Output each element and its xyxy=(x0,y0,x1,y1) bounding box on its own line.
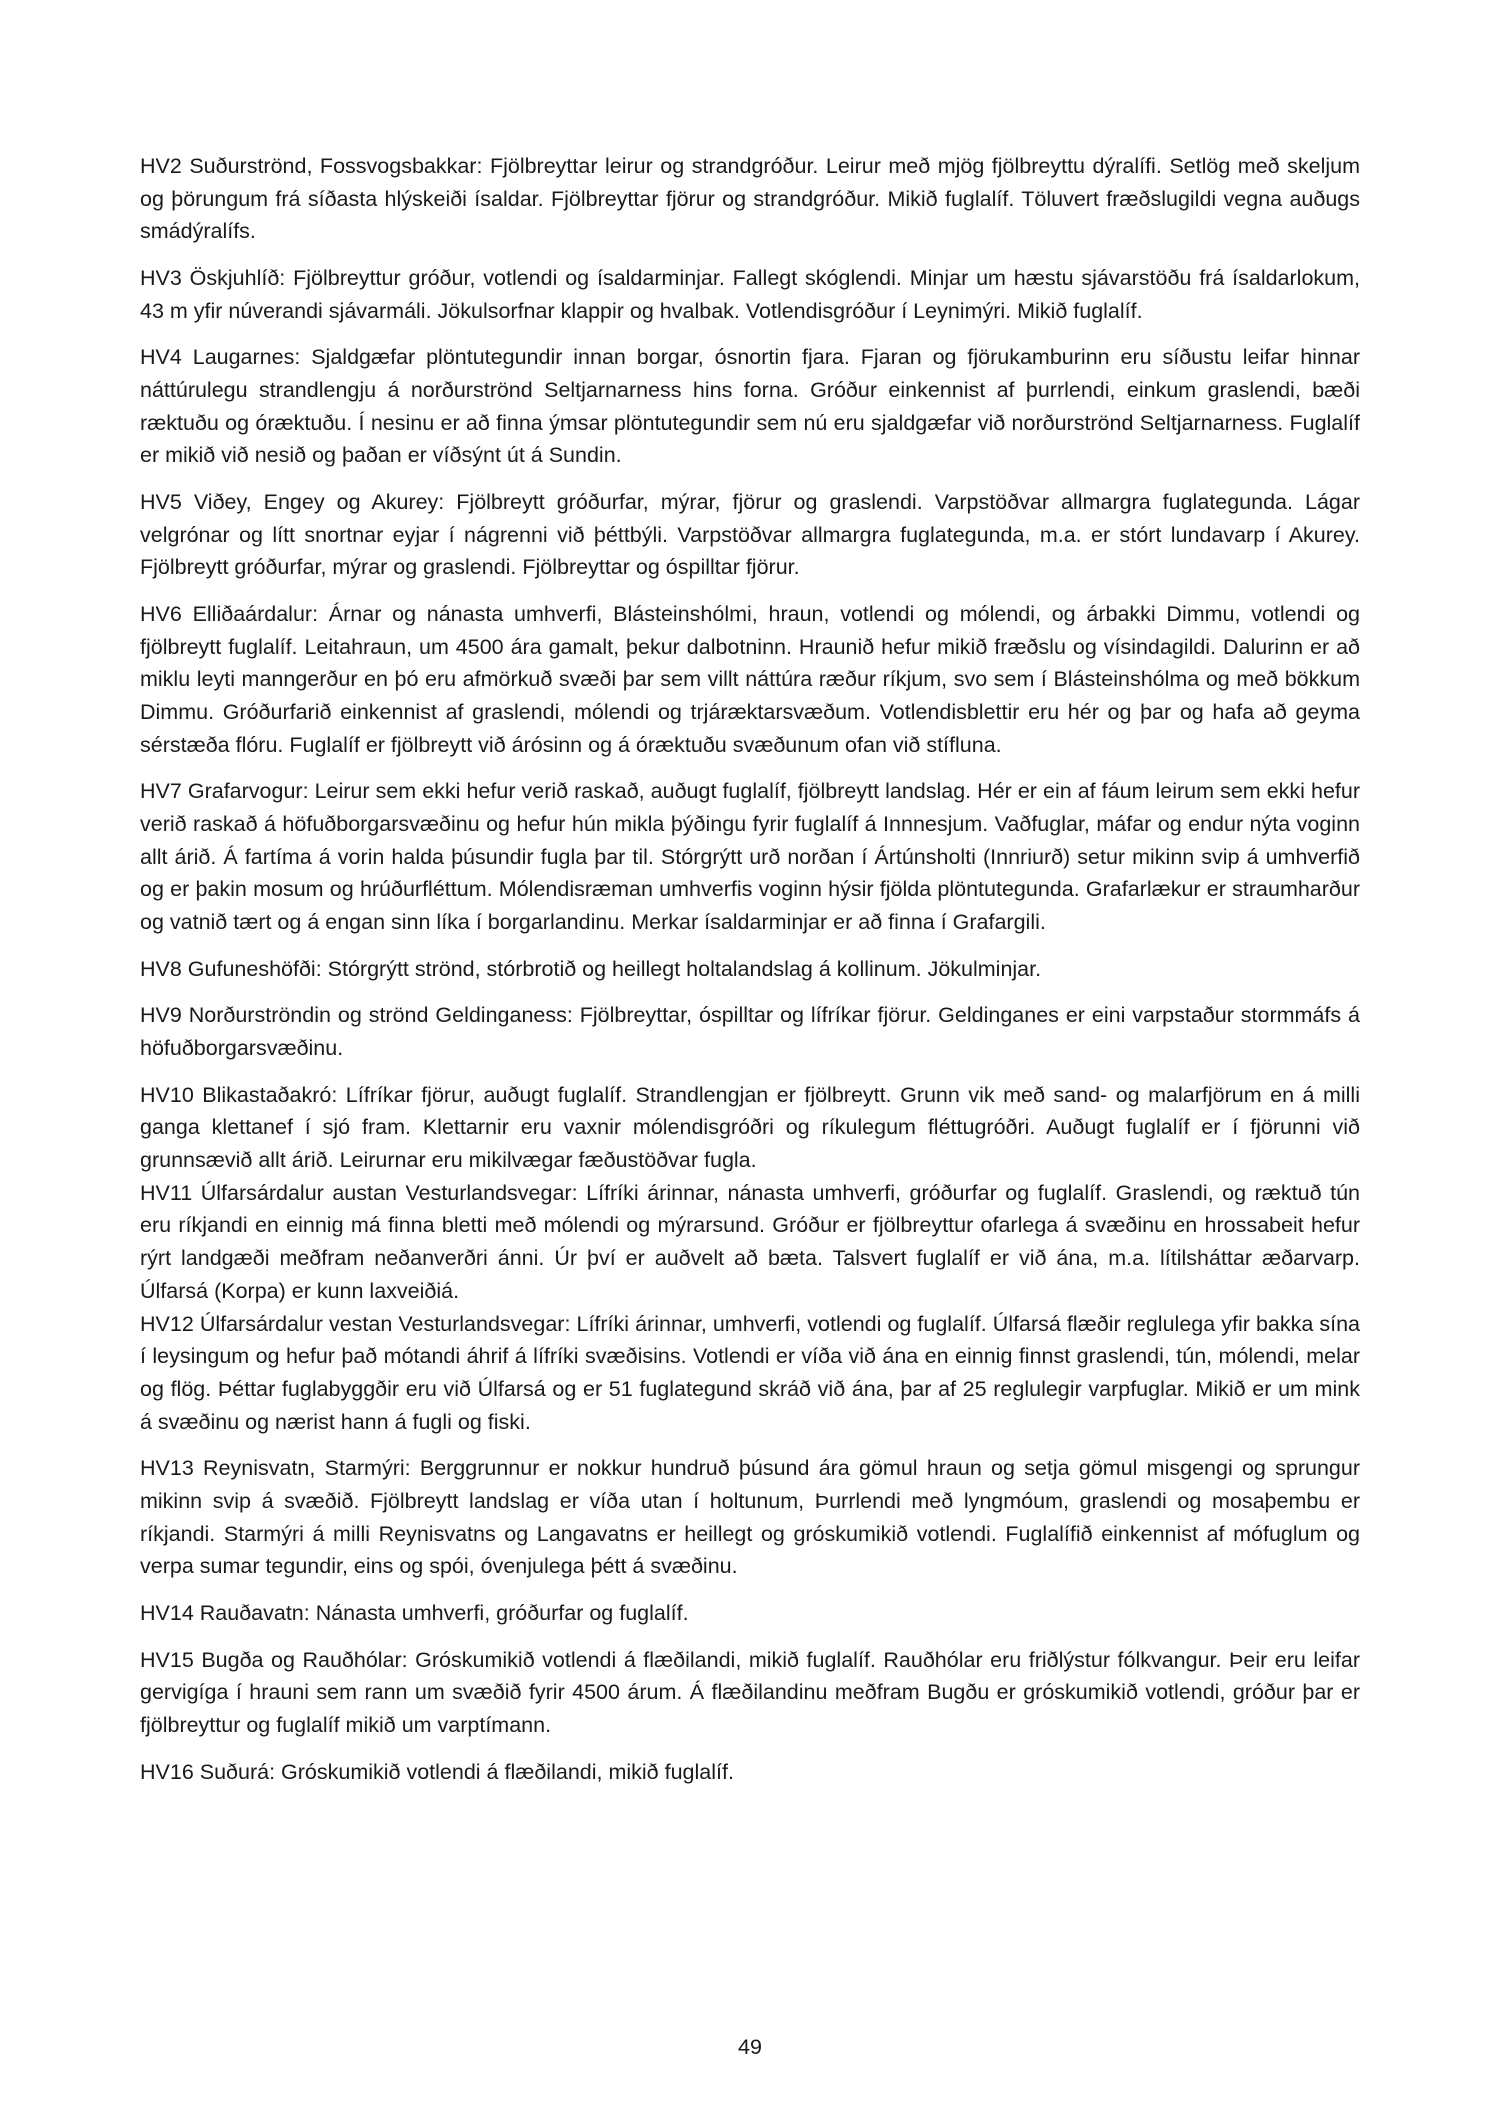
paragraph-hv5: HV5 Viðey, Engey og Akurey: Fjölbreytt gróðurfar, mýrar, fjörur og graslendi. Varpstöðvar allmargra fuglategunda. Lágar velgrónar og lítt snortnar eyjar í nágrenni við þéttbýli. Varpstöðvar allmargra fuglategunda, m.a. er stórt lundavarp í Akurey. Fjölbreytt gróðurfar, mýrar og graslendi. Fjölbreyttar og óspilltar fjörur. xyxy=(140,490,1360,580)
document-body xyxy=(140,150,1360,1788)
paragraph-hv8: HV8 Gufuneshöfði: Stórgrýtt strönd, stórbrotið og heillegt holtalandslag á kollinum. Jökulminjar. xyxy=(140,956,1042,981)
paragraph-hv4: HV4 Laugarnes: Sjaldgæfar plöntutegundir innan borgar, ósnortin fjara. Fjaran og fjörukamburinn eru síðustu leifar hinnar náttúrulegu strandlengju á norðurströnd Seltjarnarness hins forna. Gróður einkennist af þurrlendi, einkum graslendi, bæði ræktuðu og óræktuðu. Í nesinu er að finna ýmsar plöntutegundir sem nú eru sjaldgæfar við norðurströnd Seltjarnarness. Fuglalíf er mikið við nesið og þaðan er víðsýnt út á Sundin. xyxy=(140,345,1360,468)
paragraph-hv7: HV7 Grafarvogur: Leirur sem ekki hefur verið raskað, auðugt fuglalíf, fjölbreytt landslag. Hér er ein af fáum leirum sem ekki hefur verið raskað á höfuðborgarsvæðinu og hefur hún mikla þýðingu fyrir fuglalíf á Innnesjum. Vaðfuglar, máfar og endur nýta voginn allt árið. Á fartíma á vorin halda þúsundir fugla þar til. Stórgrýtt urð norðan í Ártúnsholti (Innriurð) setur mikinn svip á umhverfið og er þakin mosum og hrúðurfléttum. Mólendisræman umhverfis voginn hýsir fjölda plöntutegunda. Grafarlækur er straumharður og vatnið tært og á engan sinn líka í borgarlandinu. Merkar ísaldarminjar er að finna í Grafargili. xyxy=(140,779,1360,935)
paragraph-hv15: HV15 Bugða og Rauðhólar: Gróskumikið votlendi á flæðilandi, mikið fuglalíf. Rauðhólar eru friðlýstur fólkvangur. Þeir eru leifar gervigíga í hrauni sem rann um svæðið fyrir 4500 árum. Á flæðilandinu meðfram Bugðu er gróskumikið votlendi, gróður þar er fjölbreyttur og fuglalíf mikið um varptímann. xyxy=(140,1647,1360,1737)
paragraph-hv6: HV6 Elliðaárdalur: Árnar og nánasta umhverfi, Blásteinshólmi, hraun, votlendi og mólendi, og árbakki Dimmu, votlendi og fjölbreytt fuglalíf. Leitahraun, um 4500 ára gamalt, þekur dalbotninn. Hraunið hefur mikið fræðslu og vísindagildi. Dalurinn er að miklu leyti manngerður en þó eru afmörkuð svæði þar sem villt náttúra ræður ríkjum, svo sem í Blásteinshólma og með bökkum Dimmu. Gróðurfarið einkennist af graslendi, mólendi og trjáræktarsvæðum. Votlendisblettir eru hér og þar og hafa að geyma sérstæða flóru. Fuglalíf er fjölbreytt við árósinn og á óræktuðu svæðunum ofan við stífluna. xyxy=(140,602,1360,757)
paragraph-hv2: HV2 Suðurströnd, Fossvogsbakkar: Fjölbreyttar leirur og strandgróður. Leirur með mjög fjölbreyttu dýralífi. Setlög með skeljum og þörungum frá síðasta hlýskeiði ísaldar. Fjölbreyttar fjörur og strandgróður. Mikið fuglalíf. Töluvert fræðslugildi vegna auðugs smádýralífs. xyxy=(140,154,1360,244)
paragraph-hv12: HV12 Úlfarsárdalur vestan Vesturlandsvegar: Lífríki árinnar, umhverfi, votlendi og fuglalíf. Úlfarsá flæðir reglulega yfir bakka sína í leysingum og hefur það mótandi áhrif á lífríki svæðisins. Votlendi er víða við ána en einnig finnst graslendi, tún, mólendi, melar og flög. Þéttar fuglabyggðir eru við Úlfarsá og er 51 fuglategund skráð við ána, þar af 25 reglulegir varpfuglar. Mikið er um mink á svæðinu og nærist hann á fugli og fiski. xyxy=(140,1311,1360,1434)
page-number: 49 xyxy=(738,2035,762,2059)
paragraph-hv3: HV3 Öskjuhlíð: Fjölbreyttur gróður, votlendi og ísaldarminjar. Fallegt skóglendi. Minjar um hæstu sjávarstöðu frá ísaldarlokum, 43 m yfir núverandi sjávarmáli. Jökulsorfnar klappir og hvalbak. Votlendisgróður í Leynimýri. Mikið fuglalíf. xyxy=(140,266,1360,323)
paragraph-hv10: HV10 Blikastaðakró: Lífríkar fjörur, auðugt fuglalíf. Strandlengjan er fjölbreytt. Grunn vik með sand- og malarfjörum en á milli ganga klettanef í sjó fram. Klettarnir eru vaxnir mólendisgróðri og ríkulegum fléttugróðri. Auðugt fuglalíf er í fjörunni við grunnsævið allt árið. Leirurnar eru mikilvægar fæðustöðvar fugla. xyxy=(140,1082,1360,1173)
paragraph-hv14: HV14 Rauðavatn: Nánasta umhverfi, gróðurfar og fuglalíf. xyxy=(140,1600,689,1625)
paragraph-hv13: HV13 Reynisvatn, Starmýri: Berggrunnur er nokkur hundruð þúsund ára gömul hraun og setja gömul misgengi og sprungur mikinn svip á svæðið. Fjölbreytt landslag er víða utan í holtunum, Þurrlendi með lyngmóum, graslendi og mosaþembu er ríkjandi. Starmýri á milli Reynisvatns og Langavatns er heillegt og gróskumikið votlendi. Fuglalífið einkennist af mófuglum og verpa sumar tegundir, eins og spói, óvenjulega þétt á svæðinu. xyxy=(140,1456,1360,1579)
paragraph-hv11: HV11 Úlfarsárdalur austan Vesturlandsvegar: Lífríki árinnar, nánasta umhverfi, gróðurfar og fuglalíf. Graslendi, og ræktuð tún eru ríkjandi en einnig má finna bletti með mólendi og mýrarsund. Gróður er fjölbreyttur ofarlega á svæðinu en hrossabeit hefur rýrt landgæði meðfram neðanverðri ánni. Úr því er auðvelt að bæta. Talsvert fuglalíf er við ána, m.a. lítilsháttar æðarvarp. Úlfarsá (Korpa) er kunn laxveiðiá. xyxy=(140,1180,1360,1303)
paragraph-hv9: HV9 Norðurströndin og strönd Geldinganess: Fjölbreyttar, óspilltar og lífríkar fjörur. Geldinganes er eini varpstaður stormmáfs á höfuðborgarsvæðinu. xyxy=(140,1003,1360,1061)
paragraph-hv16: HV16 Suðurá: Gróskumikið votlendi á flæðilandi, mikið fuglalíf. xyxy=(140,1759,734,1784)
